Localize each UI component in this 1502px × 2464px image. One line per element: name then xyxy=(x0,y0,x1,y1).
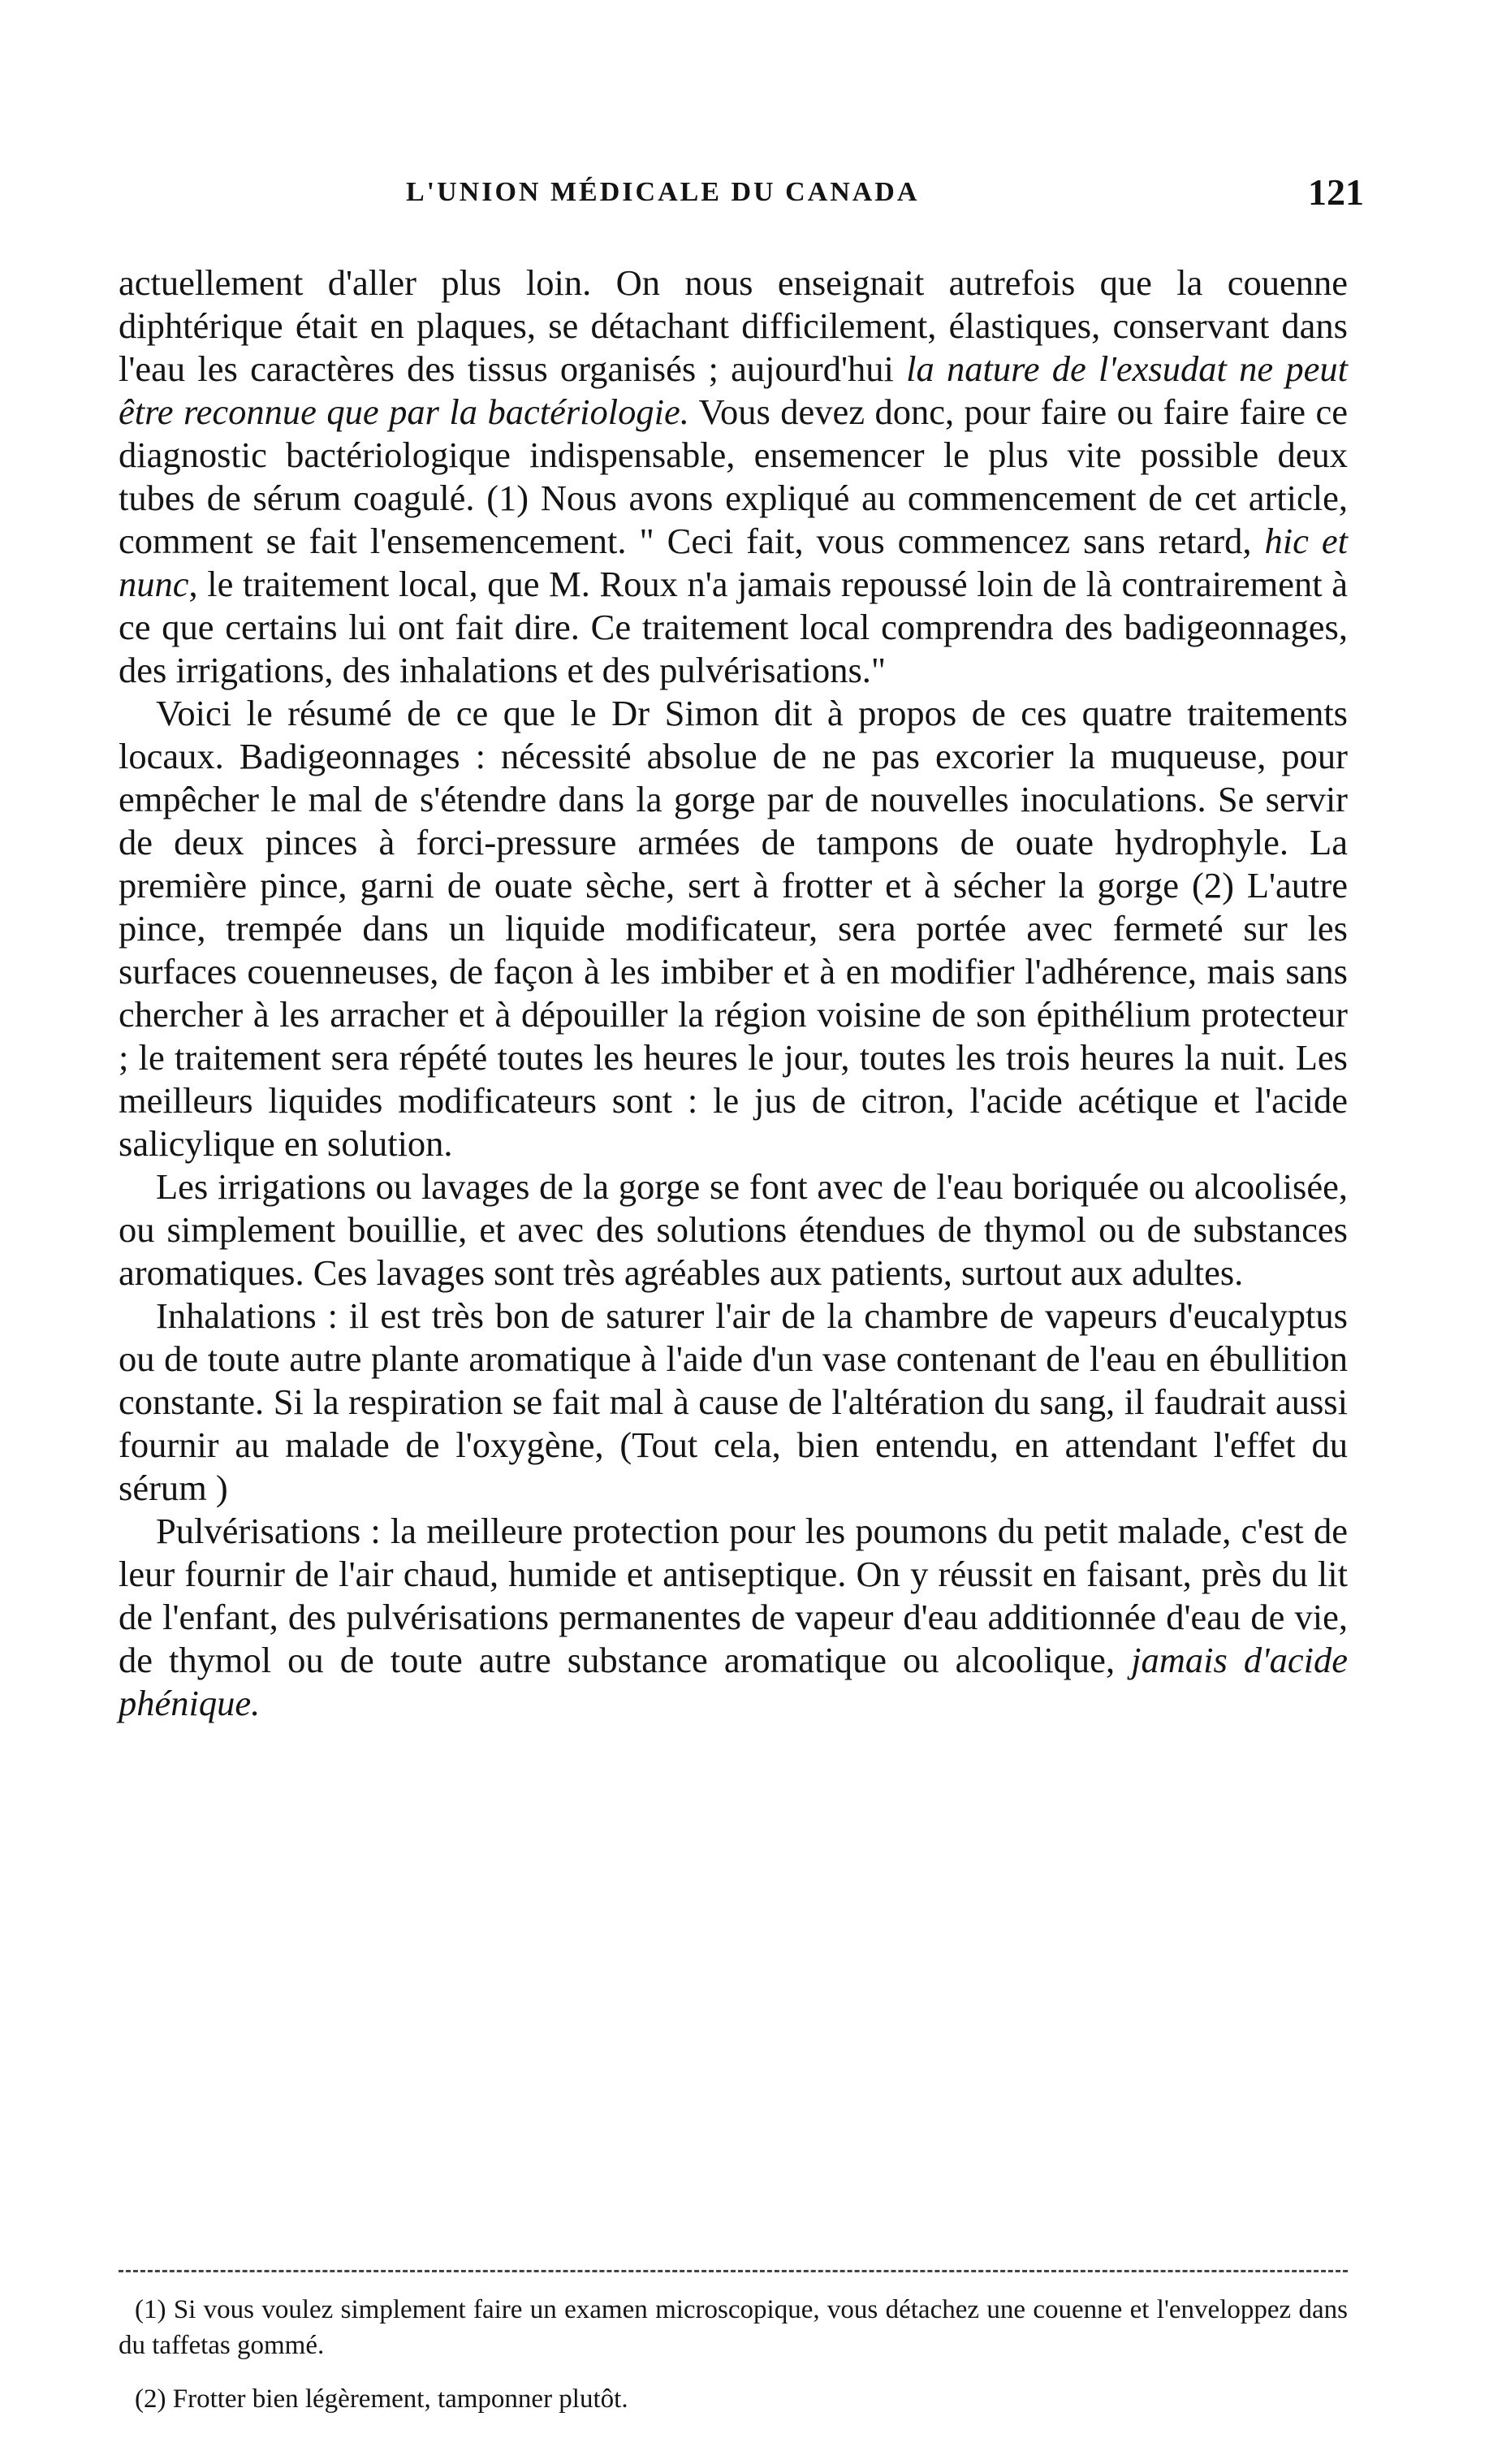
paragraph-summary: Voici le résumé de ce que le Dr Simon dit à propos de ces quatre traitements locaux. Badigeonnages : nécessité absolue de ne pas excorier la muqueuse, pour empêcher le mal de s'étendre dans la gorge par de nouvelles inoculations. Se servir de deux pinces à forci-pressure armées de tampons de ouate hydrophyle. La première pince, garni de ouate sèche, sert à frotter et à sécher la gorge (2) L'autre pince, trempée dans un liquide modificateur, sera portée avec fermeté sur les surfaces couenneuses, de façon à les imbiber et à en modifier l'adhérence, mais sans chercher à les arracher et à dépouiller la région voisine de son épithélium protecteur ; le traitement sera répété toutes les heures le jour, toutes les trois heures la nuit. Les meilleurs liquides modificateurs sont : le jus de citron, l'acide acétique et l'acide salicylique en solution. xyxy=(119,693,1348,1164)
text-run: , le traitement local, que M. Roux n'a jamais repoussé loin de là contrairement à ce que certains lui ont fait dire. Ce traitement local comprendra des badigeonnages, des irrigations, des inhalations et des pulvérisations." xyxy=(119,564,1348,690)
italic-run: jamais d'acide phénique. xyxy=(119,1640,1348,1723)
footnote-2: (2) Frotter bien légèrement, tamponner plutôt. xyxy=(135,2384,628,2414)
paragraph-inhalations: Inhalations : il est très bon de saturer l'air de la chambre de vapeurs d'eucalyptus ou de toute autre plante aromatique à l'aide d'un vase contenant de l'eau en ébullition constante. Si la respiration se fait mal à cause de l'altération du sang, il faudrait aussi fournir au malade de l'oxygène, (Tout cela, bien entendu, en attendant l'effet du sérum ) xyxy=(119,1295,1348,1508)
text-run: actuellement d'aller plus loin. On nous enseignait autrefois que la couenne diphtérique était en plaques, se détachant difficilement, élastiques, conservant dans l'eau les caractères des tissus organisés ; aujourd'hui xyxy=(119,262,1348,389)
italic-run: la nature de l'exsudat ne peut être reconnue que par la bactériologie. xyxy=(119,348,1348,432)
article-body xyxy=(119,262,1348,1725)
footnote-1: (1) Si vous voulez simplement faire un examen microscopique, vous détachez une couenne et l'enveloppez dans du taffetas gommé. xyxy=(119,2295,1348,2360)
paragraph-irrigations: Les irrigations ou lavages de la gorge se font avec de l'eau boriquée ou alcoolisée, ou simplement bouillie, et avec des solutions étendues de thymol ou de substances aromatiques. Ces lavages sont très agréables aux patients, surtout aux adultes. xyxy=(119,1166,1348,1293)
text-run: Pulvérisations : la meilleure protection pour les poumons du petit malade, c'est de leur fournir de l'air chaud, humide et antiseptique. On y réussit en faisant, près du lit de l'enfant, des pulvérisations permanentes de vapeur d'eau additionnée d'eau de vie, de thymol ou de toute autre substance aromatique ou alcoolique, xyxy=(119,1511,1348,1680)
footnotes xyxy=(119,2292,1348,2435)
running-head: L'UNION MÉDICALE DU CANADA xyxy=(406,177,920,207)
paragraph-pulverisations xyxy=(119,1510,1348,1725)
text-run: Vous devez donc, pour faire ou faire faire ce diagnostic bactériologique indispensable, ensemencer le plus vite possible deux tubes de sérum coagulé. (1) Nous avons expliqué au commencement de cet article, comment se fait l'ensemencement. " Ceci fait, vous commencez sans retard, xyxy=(119,391,1348,561)
italic-run: hic et nunc xyxy=(119,521,1348,604)
footnote-divider xyxy=(119,2270,1348,2272)
paragraph-continuation xyxy=(119,262,1348,692)
page-number: 121 xyxy=(1308,171,1364,213)
page-header xyxy=(122,171,1364,227)
